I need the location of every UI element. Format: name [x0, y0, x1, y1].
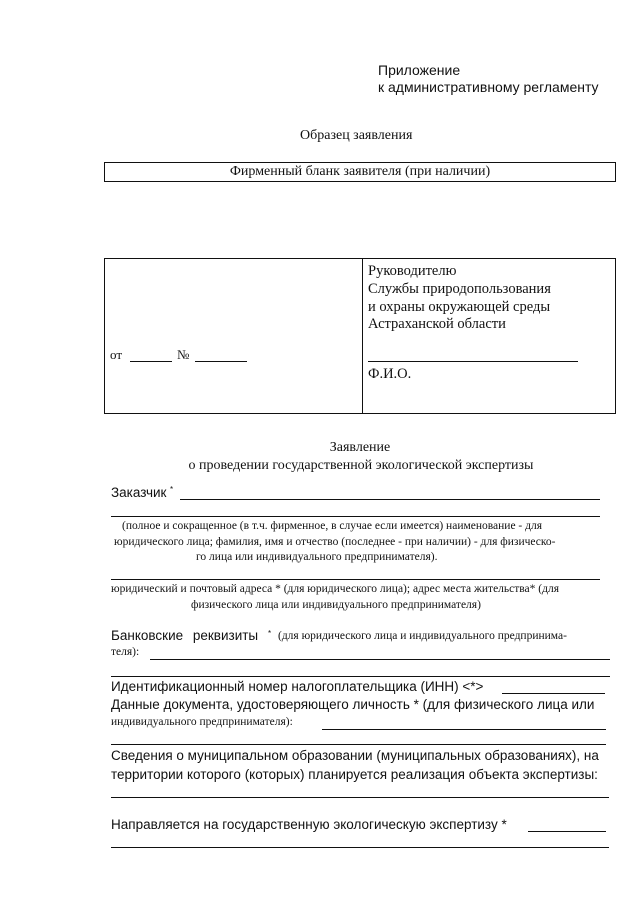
address-hint-2: физического лица или индивидуального предпринимателя) — [191, 599, 481, 611]
bank-field[interactable] — [150, 659, 610, 660]
recipient-line-1: Руководителю — [368, 263, 457, 279]
municipal-info-field[interactable] — [111, 797, 609, 798]
recipient-line-4: Астраханской области — [368, 316, 506, 332]
letterhead-label: Фирменный бланк заявителя (при наличии) — [229, 164, 491, 179]
customer-label: Заказчик — [111, 485, 167, 500]
customer-field-line-2[interactable] — [111, 516, 600, 517]
customer-field[interactable] — [180, 499, 600, 500]
expertise-subject-field[interactable] — [528, 831, 606, 832]
municipal-info-label-1: Сведения о муниципальном образовании (муниципальных образованиях), на — [111, 748, 599, 763]
statement-title: Заявление — [329, 440, 391, 455]
from-label: от — [110, 347, 123, 362]
fio-label: Ф.И.О. — [368, 366, 412, 382]
inn-label: Идентификационный номер налогоплательщика (ИНН) <*> — [111, 679, 484, 694]
appendix-regulation: к административному регламенту — [378, 79, 599, 95]
customer-hint-2: юридического лица; фамилия, имя и отчество (последнее - при наличии) - для физическо- — [114, 536, 556, 548]
identity-document-label: Данные документа, удостоверяющего личность * (для физического лица или — [111, 697, 595, 712]
identity-document-label-cont: индивидуального предпринимателя): — [111, 716, 293, 728]
address-hint-1: юридический и почтовый адреса * (для юридического лица); адрес места жительства* (для — [111, 583, 560, 595]
identity-document-field-line-2[interactable] — [111, 744, 606, 745]
number-field[interactable] — [195, 361, 247, 362]
expertise-subject-label: Направляется на государственную экологическую экспертизу * — [111, 817, 507, 832]
customer-required-mark: * — [170, 485, 174, 494]
identity-document-field[interactable] — [322, 729, 606, 730]
number-label: № — [177, 347, 190, 362]
customer-hint-1: (полное и сокращенное (в т.ч. фирменное, в случае если имеется) наименование - для — [122, 520, 543, 532]
address-divider — [362, 258, 363, 414]
bank-hint-cont: теля): — [111, 646, 140, 658]
bank-field-line-2[interactable] — [111, 676, 610, 677]
bank-required-mark: * — [268, 629, 272, 638]
fio-underline[interactable] — [368, 361, 578, 362]
inn-field[interactable] — [502, 693, 605, 694]
date-field[interactable] — [130, 361, 172, 362]
expertise-subject-field-line-2[interactable] — [111, 847, 609, 848]
statement-subtitle: о проведении государственной экологической экспертизы — [188, 458, 534, 473]
bank-hint: (для юридического лица и индивидуального предпринима- — [278, 630, 567, 642]
address-field[interactable] — [111, 579, 600, 580]
letterhead-box — [104, 162, 616, 182]
recipient-line-2: Службы природопользования — [368, 281, 551, 297]
sample-title: Образец заявления — [300, 128, 413, 143]
bank-label: Банковские реквизиты — [111, 628, 259, 643]
municipal-info-label-2: территории которого (которых) планируется реализация объекта экспертизы: — [111, 767, 598, 782]
appendix-label: Приложение — [378, 62, 461, 78]
customer-hint-3: го лица или индивидуального предпринимателя). — [196, 551, 438, 563]
recipient-line-3: и охраны окружающей среды — [368, 299, 551, 315]
